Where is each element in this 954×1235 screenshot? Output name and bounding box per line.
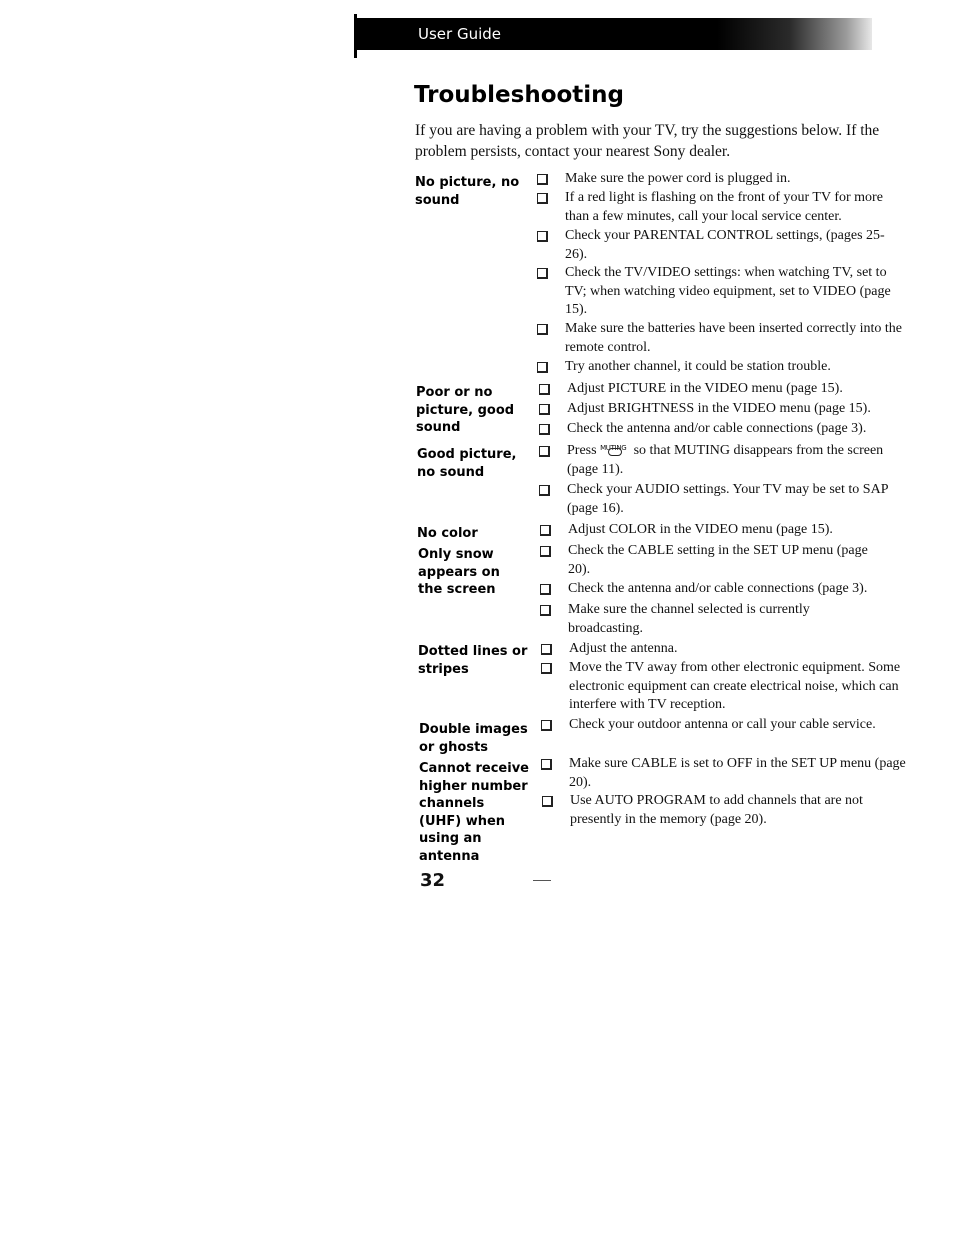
checkbox-icon — [540, 525, 551, 536]
checkbox-icon — [541, 663, 552, 674]
checkbox-icon — [541, 759, 552, 770]
problem-label: Good picture, no sound — [417, 447, 517, 480]
checkbox-icon — [539, 446, 550, 457]
header-title: User Guide — [418, 25, 502, 43]
checkbox-icon — [540, 605, 551, 616]
solution-item: Move the TV away from other electronic equipment. Some electronic equipment can create electrical noise, which can interfere with TV reception. — [569, 659, 914, 715]
problem-label: Cannot receive higher number channels (UHF) when using an antenna — [419, 761, 529, 864]
checkbox-icon — [537, 324, 548, 335]
solution-item: Adjust the antenna. — [569, 640, 914, 659]
muting-button-icon: MUTING — [600, 442, 630, 456]
solution-item: Check the antenna and/or cable connections (page 3). — [568, 580, 913, 599]
problem-label: Only snow appears on the screen — [418, 547, 500, 597]
solution-item: Check the TV/VIDEO settings: when watching TV, set to TV; when watching video equipment, set to VIDEO (page 15). — [565, 264, 910, 320]
checkbox-icon — [541, 720, 552, 731]
checkbox-icon — [539, 424, 550, 435]
checkbox-icon — [541, 644, 552, 655]
solution-item: Adjust BRIGHTNESS in the VIDEO menu (page 15). — [567, 400, 912, 419]
solution-item: Adjust COLOR in the VIDEO menu (page 15). — [568, 521, 913, 540]
checkbox-icon — [537, 193, 548, 204]
problem-label: Poor or no picture, good sound — [416, 385, 515, 435]
solution-item: Make sure the batteries have been inserted correctly into the remote control. — [565, 320, 905, 357]
problem-label: Double images or ghosts — [419, 722, 528, 755]
problem-label: No picture, no sound — [415, 175, 520, 208]
checkbox-icon — [542, 796, 553, 807]
solution-item: Make sure the channel selected is currently broadcasting. — [568, 601, 858, 638]
solution-item: Try another channel, it could be station trouble. — [565, 358, 910, 377]
page-number: 32 — [420, 870, 446, 891]
problem-label: Dotted lines or stripes — [418, 644, 528, 677]
checkbox-icon — [537, 268, 548, 279]
solution-item: Make sure the power cord is plugged in. — [565, 170, 910, 189]
solution-item: Check your outdoor antenna or call your cable service. — [569, 716, 919, 735]
checkbox-icon — [540, 584, 551, 595]
solution-item: Make sure CABLE is set to OFF in the SET UP menu (page 20). — [569, 755, 909, 792]
solution-item: Use AUTO PROGRAM to add channels that are not presently in the memory (page 20). — [570, 792, 910, 829]
checkbox-icon — [540, 546, 551, 557]
solution-item: Check your AUDIO settings. Your TV may be set to SAP (page 16). — [567, 481, 907, 518]
intro-paragraph: If you are having a problem with your TV, try the suggestions below. If the problem persists, contact your nearest Sony dealer. — [415, 122, 880, 160]
checkbox-icon — [537, 174, 548, 185]
page-title: Troubleshooting — [414, 82, 625, 108]
solution-item: Check the CABLE setting in the SET UP menu (page 20). — [568, 542, 868, 579]
checkbox-icon — [537, 231, 548, 242]
checkbox-icon — [539, 404, 550, 415]
solution-item: Check your PARENTAL CONTROL settings, (pages 25-26). — [565, 227, 905, 264]
solution-item: If a red light is flashing on the front of your TV for more than a few minutes, call your local service center. — [565, 189, 910, 226]
solution-item: Adjust PICTURE in the VIDEO menu (page 15). — [567, 380, 912, 399]
checkbox-icon — [537, 362, 548, 373]
footer-dash — [533, 880, 551, 881]
solution-item: Press MUTING so that MUTING disappears from the screen (page 11). — [567, 442, 907, 479]
problem-label: No color — [417, 526, 478, 541]
checkbox-icon — [539, 384, 550, 395]
solution-item: Check the antenna and/or cable connections (page 3). — [567, 420, 912, 439]
checkbox-icon — [539, 485, 550, 496]
